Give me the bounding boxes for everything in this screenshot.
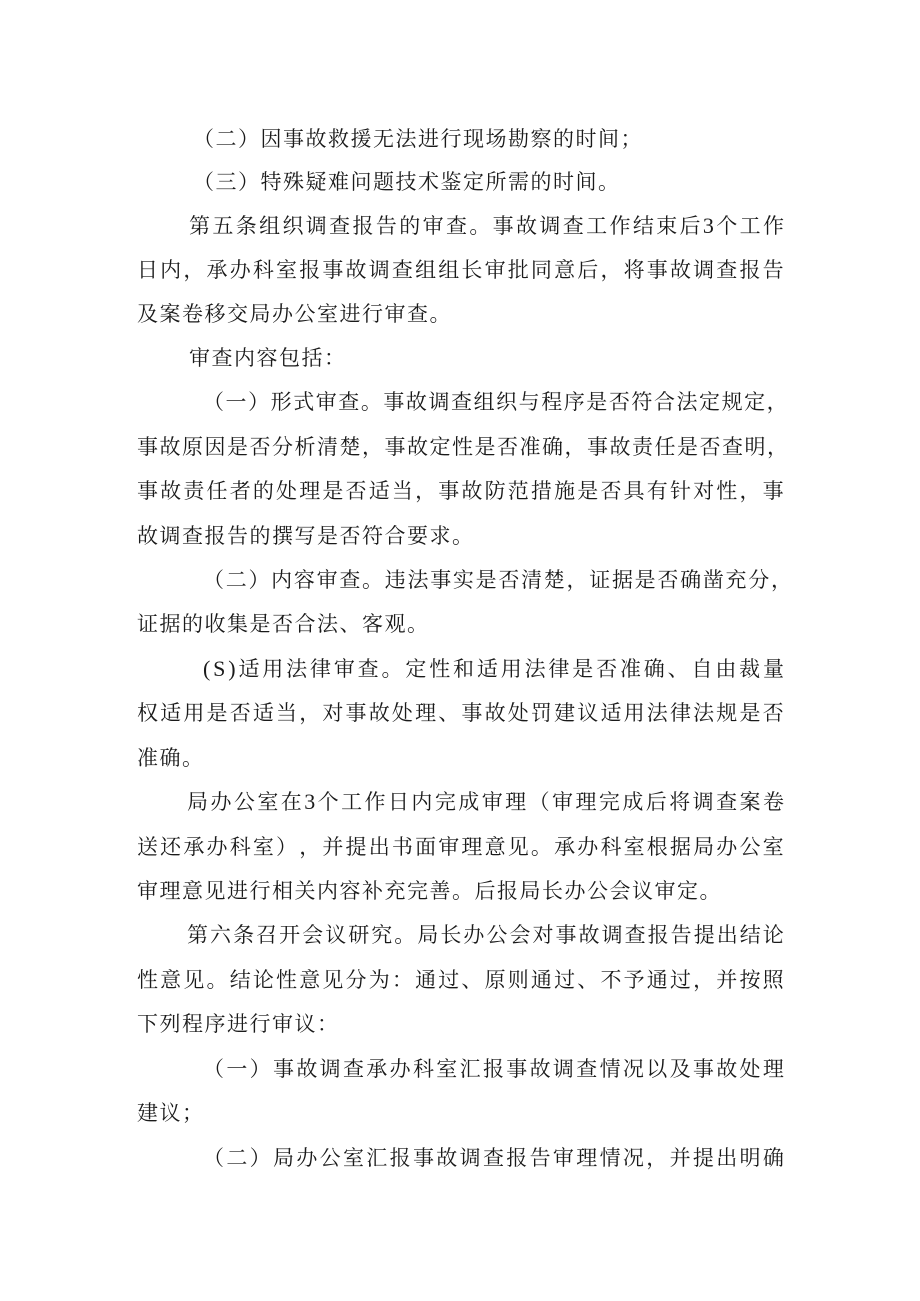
text-line: 事 故 责 任 者 的 处 理 是 否 适 当 ， 事 故 防 范 措 施 是 否 具 有 针 对 性 ， 事 — [137, 479, 784, 503]
text-line: 事 故 原 因 是 否 分 析 清 楚 ， 事 故 定 性 是 否 准 确 ， 事 故 责 任 是 否 查 明 ， — [137, 435, 788, 459]
text-line: 权 适 用 是 否 适 当 ， 对 事 故 处 理 、 事 故 处 罚 建 议 适 用 法 律 法 规 是 否 — [137, 701, 784, 725]
text-line: ( S ) 适 用 法 律 审 查 。 定 性 和 适 用 法 律 是 否 准 确 、 自 由 裁 量 — [203, 656, 784, 681]
text-line: 准确。 — [137, 746, 205, 770]
text-line: （二）因事故救援无法进行现场勘察的时间； — [193, 127, 643, 151]
text-line: 第 五 条 组 织 调 查 报 告 的 审 查 。 事 故 调 查 工 作 结 束 后 3 个 工 作 — [189, 213, 784, 238]
text-line: 送 还 承 办 科 室 ） ， 并 提 出 书 面 审 理 意 见 。 承 办 科 室 根 据 局 办 公 室 — [137, 835, 784, 859]
text-line: （ 一 ） 事 故 调 查 承 办 科 室 汇 报 事 故 调 查 情 况 以 及 事 故 处 理 — [203, 1057, 784, 1081]
text-line: 及案卷移交局办公室进行审查。 — [137, 302, 452, 326]
text-line: 性 意 见 。 结 论 性 意 见 分 为 ： 通 过 、 原 则 通 过 、 不 予 通 过 ， 并 按 照 — [137, 968, 784, 992]
text-line: 审查内容包括： — [189, 346, 347, 370]
text-line: （ 二 ） 内 容 审 查 。 违 法 事 实 是 否 清 楚 ， 证 据 是 否 确 凿 充 分 ， — [203, 568, 792, 592]
text-line: 日 内 ， 承 办 科 室 报 事 故 调 查 组 组 长 审 批 同 意 后 ， 将 事 故 调 查 报 告 — [137, 258, 784, 282]
text-line: 故调查报告的撰写是否符合要求。 — [137, 524, 475, 548]
text-line: 局 办 公 室 在 3 个 工 作 日 内 完 成 审 理 （ 审 理 完 成 后 将 调 查 案 卷 — [187, 789, 784, 814]
text-line: 建议； — [137, 1101, 205, 1125]
text-line: （ 一 ） 形 式 审 查 。 事 故 调 查 组 织 与 程 序 是 否 符 合 法 定 规 定 ， — [203, 390, 788, 414]
text-line: （ 二 ） 局 办 公 室 汇 报 事 故 调 查 报 告 审 理 情 况 ， 并 提 出 明 确 — [203, 1146, 784, 1170]
text-line: 证据的收集是否合法、客观。 — [137, 612, 430, 636]
text-line: 下列程序进行审议： — [137, 1012, 340, 1036]
text-line: （三）特殊疑难问题技术鉴定所需的时间。 — [193, 170, 621, 194]
text-line: 第 六 条 召 开 会 议 研 究 。 局 长 办 公 会 对 事 故 调 查 报 告 提 出 结 论 — [187, 923, 784, 947]
text-line: 审理意见进行相关内容补充完善。后报局长办公会议审定。 — [137, 879, 722, 903]
